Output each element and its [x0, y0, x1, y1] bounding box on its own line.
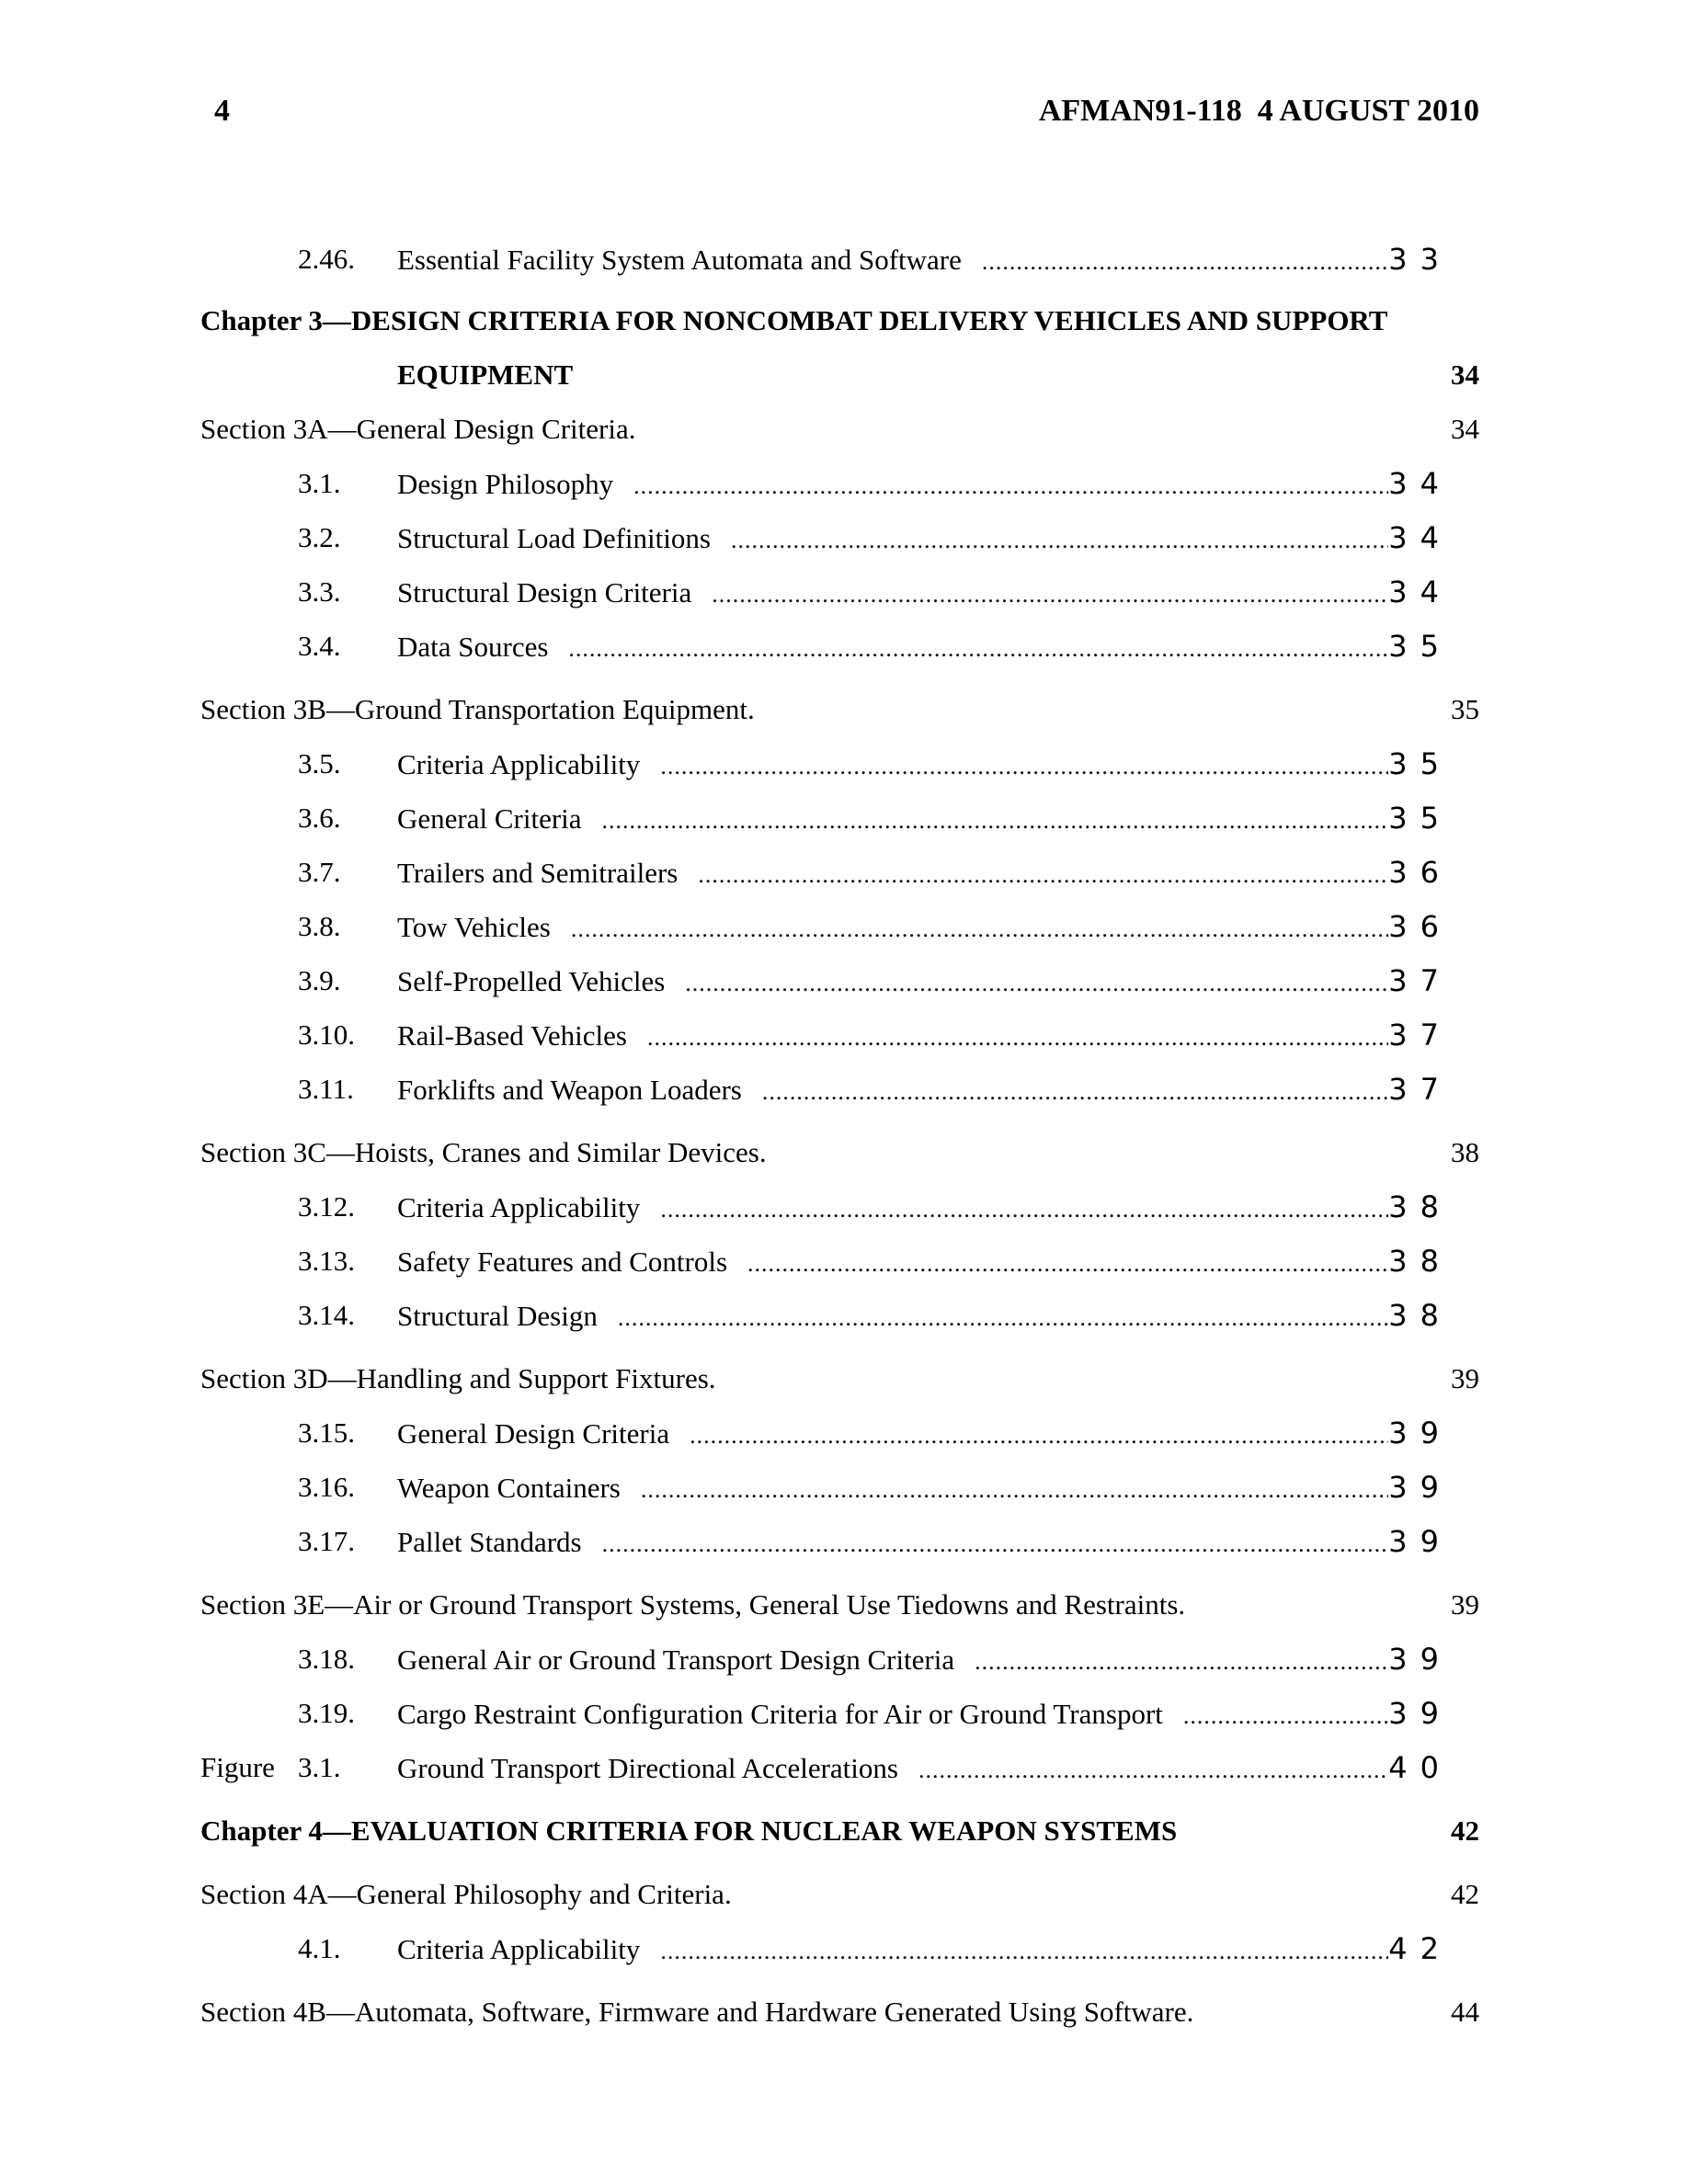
chapter-title: Chapter 3—DESIGN CRITERIA FOR NONCOMBAT DELIVERY VEHICLES AND SUPPORT: [200, 304, 1388, 336]
entry-page: 38: [1388, 1189, 1452, 1224]
dot-leader: [568, 631, 1388, 667]
section-title: Section 3A—General Design Criteria.: [200, 413, 636, 445]
toc-entry[interactable]: [200, 1071, 1479, 1125]
entry-page: 33: [1388, 242, 1452, 277]
toc-entry[interactable]: [200, 241, 1479, 295]
toc-section-heading[interactable]: [200, 1360, 1479, 1415]
entry-number: 3.3.: [298, 575, 341, 608]
dot-leader: [712, 576, 1388, 613]
section-title: Section 4B—Automata, Software, Firmware and Hardware Generated Using Software.: [200, 1996, 1194, 2028]
entry-page: 35: [1388, 801, 1452, 836]
section-title: Section 3E—Air or Ground Transport Systems, General Use Tiedowns and Restraints.: [200, 1588, 1186, 1621]
section-title: Section 3B—Ground Transportation Equipment.: [200, 693, 755, 725]
toc-entry[interactable]: [200, 1469, 1479, 1523]
toc-entry[interactable]: [200, 1243, 1479, 1297]
section-page: 44: [1451, 1996, 1479, 2028]
entry-page: 37: [1388, 1018, 1452, 1052]
entry-page: 34: [1388, 466, 1452, 501]
entry-page: 36: [1388, 909, 1452, 944]
entry-title: Pallet Standards: [397, 1526, 582, 1558]
toc-section-heading[interactable]: [200, 1876, 1479, 1930]
entry-title: Structural Design: [397, 1300, 598, 1332]
toc-entry[interactable]: [200, 854, 1479, 908]
dot-leader: [660, 748, 1388, 785]
toc-entry[interactable]: [200, 1930, 1479, 1985]
entry-number: 3.5.: [298, 747, 341, 779]
dot-leader: [633, 468, 1388, 505]
toc-section-heading[interactable]: [200, 411, 1479, 465]
entry-number: 3.4.: [298, 630, 341, 662]
entry-page: 39: [1388, 1416, 1452, 1450]
entry-page: 39: [1388, 1642, 1452, 1677]
dot-leader: [571, 911, 1388, 948]
dot-leader: [918, 1752, 1388, 1789]
dot-leader: [982, 244, 1388, 280]
entry-number: 4.1.: [298, 1932, 341, 1964]
entry-page: 34: [1388, 520, 1452, 555]
toc-entry[interactable]: [200, 1641, 1479, 1695]
dot-leader: [698, 857, 1388, 893]
section-page: 38: [1451, 1136, 1479, 1168]
entry-title: General Air or Ground Transport Design Criteria: [397, 1644, 955, 1676]
entry-number: 3.15.: [298, 1416, 355, 1449]
toc-entry[interactable]: [200, 628, 1479, 682]
entry-page: 38: [1388, 1244, 1452, 1279]
dot-leader: [641, 1472, 1388, 1508]
entry-number: 3.1.: [298, 1751, 341, 1783]
entry-number: 3.13.: [298, 1245, 355, 1277]
entry-number: 2.46.: [298, 243, 355, 275]
toc-entry[interactable]: [200, 1415, 1479, 1469]
entry-page: 38: [1388, 1298, 1452, 1333]
entry-page: 35: [1388, 629, 1452, 664]
chapter-title-continued: EQUIPMENT: [397, 358, 574, 391]
entry-number: 3.6.: [298, 802, 341, 834]
chapter-page: 34: [1451, 358, 1479, 391]
dot-leader: [731, 522, 1388, 559]
table-of-contents: [200, 241, 1479, 2048]
entry-title: Data Sources: [397, 631, 549, 663]
section-page: 35: [1451, 693, 1479, 725]
entry-page: 40: [1388, 1750, 1452, 1785]
entry-page: 37: [1388, 963, 1452, 998]
dot-leader: [602, 802, 1389, 839]
entry-page: 37: [1388, 1072, 1452, 1107]
entry-title: Trailers and Semitrailers: [397, 857, 679, 889]
dot-leader: [647, 1019, 1388, 1056]
entry-title: Self-Propelled Vehicles: [397, 965, 666, 997]
chapter-title: Chapter 4—EVALUATION CRITERIA FOR NUCLEAR WEAPON SYSTEMS: [200, 1814, 1178, 1847]
entry-number: 3.18.: [298, 1643, 355, 1675]
entry-number: 3.19.: [298, 1697, 355, 1729]
entry-title: Criteria Applicability: [397, 1933, 641, 1965]
toc-section-heading[interactable]: [200, 1587, 1479, 1641]
toc-entry[interactable]: [200, 1189, 1479, 1243]
entry-title: Ground Transport Directional Accelerations: [397, 1752, 898, 1784]
entry-title: Design Philosophy: [397, 468, 614, 500]
toc-section-heading[interactable]: [200, 1134, 1479, 1189]
toc-entry[interactable]: [200, 1695, 1479, 1749]
entry-title: Structural Design Criteria: [397, 576, 692, 609]
toc-chapter-heading[interactable]: [200, 302, 1479, 393]
entry-title: Criteria Applicability: [397, 1191, 641, 1223]
dot-leader: [975, 1644, 1388, 1680]
section-page: 34: [1451, 413, 1479, 445]
entry-page: 42: [1388, 1931, 1452, 1966]
document-id: AFMAN91-118 4 AUGUST 2010: [1038, 94, 1479, 128]
entry-title: Tow Vehicles: [397, 911, 551, 943]
entry-number: 3.11.: [298, 1073, 354, 1105]
dot-leader: [660, 1191, 1388, 1228]
entry-number: 3.12.: [298, 1190, 355, 1223]
section-page: 39: [1451, 1362, 1479, 1394]
dot-leader: [618, 1300, 1388, 1337]
page-number: 4: [214, 94, 230, 128]
entry-title: Weapon Containers: [397, 1472, 621, 1504]
toc-chapter-heading[interactable]: [200, 1813, 1479, 1867]
dot-leader: [602, 1526, 1389, 1563]
chapter-page: 42: [1451, 1814, 1479, 1847]
section-page: 42: [1451, 1878, 1479, 1910]
toc-entry[interactable]: [200, 800, 1479, 854]
toc-section-heading[interactable]: [200, 691, 1479, 745]
entry-title: Essential Facility System Automata and Software: [397, 244, 962, 276]
entry-number: 3.1.: [298, 467, 341, 499]
entry-number: 3.8.: [298, 910, 341, 942]
entry-page: 34: [1388, 574, 1452, 609]
figure-prefix: Figure: [200, 1751, 275, 1783]
entry-number: 3.9.: [298, 964, 341, 996]
toc-entry[interactable]: [200, 1523, 1479, 1577]
entry-number: 3.17.: [298, 1525, 355, 1557]
entry-title: Safety Features and Controls: [397, 1246, 728, 1278]
toc-section-heading[interactable]: [200, 1994, 1479, 2048]
entry-number: 3.16.: [298, 1471, 355, 1503]
section-title: Section 4A—General Philosophy and Criteria.: [200, 1878, 732, 1910]
dot-leader: [762, 1074, 1388, 1110]
toc-entry[interactable]: [200, 574, 1479, 628]
entry-title: Criteria Applicability: [397, 748, 641, 780]
entry-title: Structural Load Definitions: [397, 522, 711, 554]
entry-number: 3.7.: [298, 856, 341, 888]
toc-entry[interactable]: [200, 1017, 1479, 1071]
toc-entry[interactable]: [200, 1749, 1479, 1803]
toc-entry[interactable]: [200, 519, 1479, 574]
section-title: Section 3D—Handling and Support Fixtures.: [200, 1362, 716, 1394]
entry-title: General Criteria: [397, 802, 582, 835]
entry-title: Cargo Restraint Configuration Criteria for Air or Ground Transport: [397, 1698, 1163, 1730]
section-page: 39: [1451, 1588, 1479, 1621]
dot-leader: [660, 1933, 1388, 1970]
entry-page: 35: [1388, 746, 1452, 781]
entry-page: 39: [1388, 1524, 1452, 1559]
entry-page: 36: [1388, 855, 1452, 890]
entry-title: General Design Criteria: [397, 1417, 670, 1450]
toc-entry[interactable]: [200, 1297, 1479, 1351]
entry-number: 3.14.: [298, 1299, 355, 1331]
entry-title: Forklifts and Weapon Loaders: [397, 1074, 742, 1106]
dot-leader: [1183, 1698, 1388, 1735]
entry-number: 3.10.: [298, 1018, 355, 1051]
toc-entry[interactable]: [200, 465, 1479, 519]
toc-entry[interactable]: [200, 962, 1479, 1017]
entry-page: 39: [1388, 1470, 1452, 1505]
section-title: Section 3C—Hoists, Cranes and Similar Devices.: [200, 1136, 767, 1168]
dot-leader: [747, 1246, 1388, 1282]
dot-leader: [690, 1417, 1388, 1454]
toc-entry[interactable]: [200, 908, 1479, 962]
dot-leader: [685, 965, 1388, 1002]
entry-title: Rail-Based Vehicles: [397, 1019, 627, 1052]
entry-page: 39: [1388, 1696, 1452, 1731]
toc-entry[interactable]: [200, 745, 1479, 800]
entry-number: 3.2.: [298, 521, 341, 553]
